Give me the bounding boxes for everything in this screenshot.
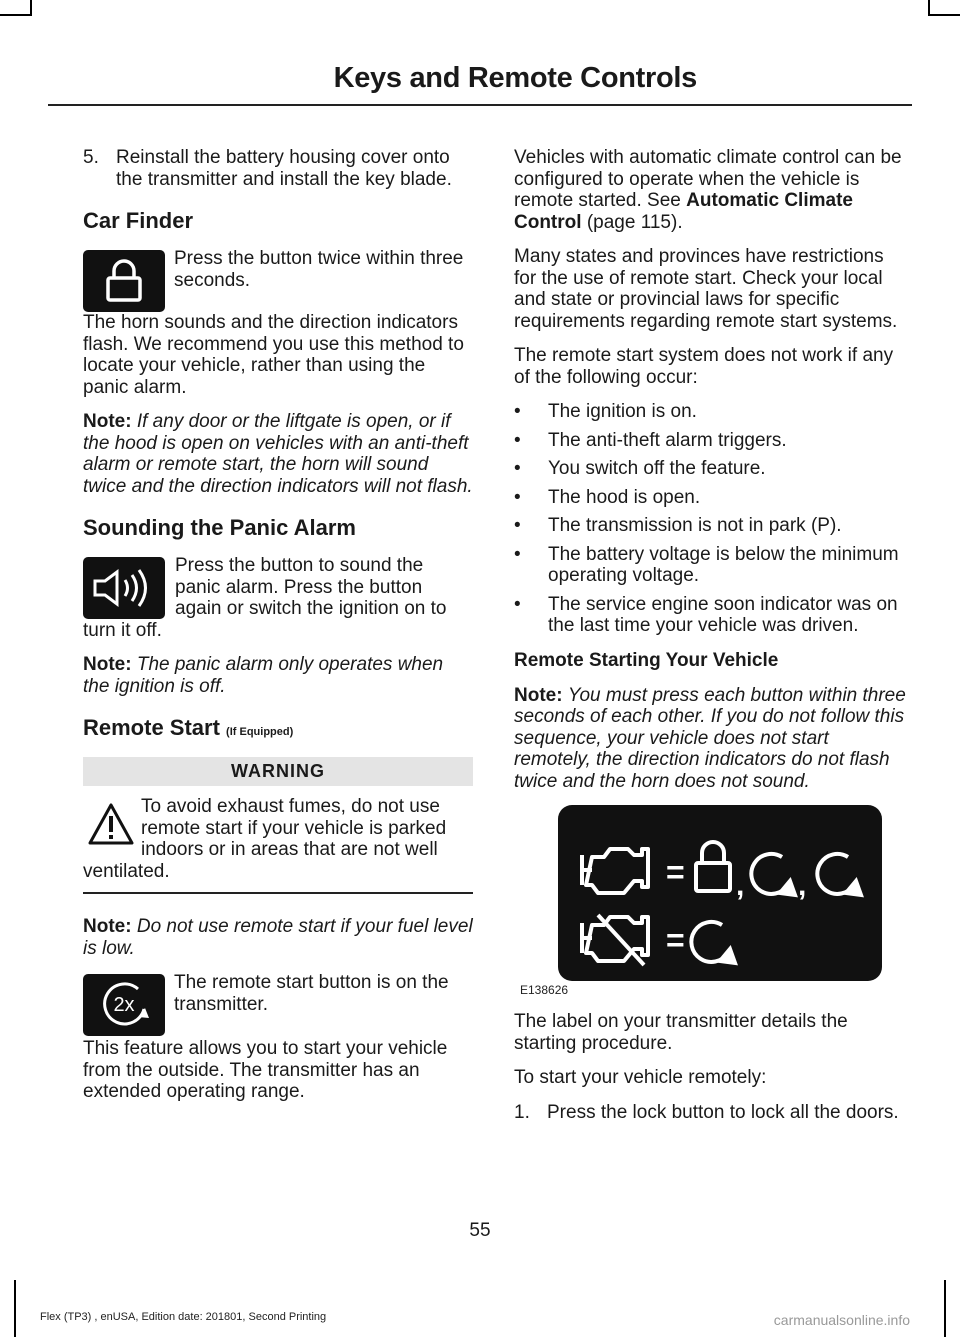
svg-text:=: = <box>666 922 685 958</box>
step-5: 5. Reinstall the battery housing cover onto the transmitter and install the key blade. <box>83 147 452 190</box>
remote-start-icon <box>691 922 735 963</box>
list-item: • The service engine soon indicator was on the last time your vehicle was driven. <box>514 593 898 636</box>
not-work-paragraph: The remote start system does not work if any of the following occur: <box>514 345 894 388</box>
svg-text:2x: 2x <box>113 994 135 1016</box>
climate-paragraph: Vehicles with automatic climate control can be configured to operate when the vehicle is remote started. See Automatic Climate Control (page 115). <box>514 147 902 233</box>
crop-mark <box>30 0 32 16</box>
car-finder-instruction: Press the button twice within three seconds. <box>83 248 473 312</box>
conditions-list <box>514 401 906 637</box>
svg-text:=: = <box>666 854 685 890</box>
figure-id: E138626 <box>520 983 569 997</box>
remote-start-icon <box>817 854 861 895</box>
list-item: • The ignition is on. <box>514 401 697 422</box>
svg-text:,: , <box>736 869 745 902</box>
lock-icon <box>83 250 165 312</box>
warning-triangle-icon <box>87 802 135 846</box>
warning-box: To avoid exhaust fumes, do not use remote start if your vehicle is parked indoors or in areas that are not well ventilated. <box>83 796 473 894</box>
panic-note: Note: The panic alarm only operates when the ignition is off. <box>83 654 444 697</box>
engine-icon <box>582 849 648 893</box>
panic-instruction: Press the button to sound the panic alarm. Press the button again or switch the ignition on to turn it off. <box>83 555 447 641</box>
crop-mark <box>0 14 30 16</box>
warning-label: WARNING <box>83 757 473 786</box>
laws-paragraph: Many states and provinces have restrictions for the use of remote start. Check your local and state or provincial laws for specific requirements regarding remote start systems. <box>514 246 898 332</box>
page-title: Keys and Remote Controls <box>333 62 697 94</box>
crop-mark <box>14 1280 16 1337</box>
lock-icon <box>696 842 730 891</box>
header-divider <box>48 104 912 106</box>
page-number: 55 <box>469 1220 491 1241</box>
transmitter-label-figure <box>558 805 882 981</box>
list-item: • You switch off the feature. <box>514 458 766 479</box>
engine-off-icon <box>582 915 648 965</box>
remote-start-paragraph: This feature allows you to start your vehicle from the outside. The transmitter has an extended operating range. <box>83 1038 448 1102</box>
crop-mark <box>928 0 930 16</box>
car-finder-paragraph: The horn sounds and the direction indicators flash. We recommend you use this method to locate your vehicle, rather than using the panic alarm. <box>83 312 464 398</box>
list-item: • The battery voltage is below the minimum operating voltage. <box>514 543 899 586</box>
heading-car-finder: Car Finder <box>83 208 194 233</box>
car-finder-note: Note: If any door or the liftgate is open, or if the hood is open on vehicles with an anti-theft alarm or remote start, the horn will sound twice and the direction indicators will not flash. <box>83 411 473 497</box>
climate-link[interactable]: Automatic Climate Control <box>514 190 853 233</box>
heading-panic-alarm: Sounding the Panic Alarm <box>83 515 356 540</box>
step-1: 1. Press the lock button to lock all the doors. <box>514 1101 899 1123</box>
list-item: • The anti-theft alarm triggers. <box>514 429 787 451</box>
speaker-icon <box>83 557 165 619</box>
remote-start-button-info: 2x The remote start button is on the transmitter. <box>83 972 473 1034</box>
remote-starting-note: Note: You must press each button within three seconds of each other. If you do not follow this sequence, your vehicle does not start remotely, the direction indicators do not flash twice and the horn does not sound. <box>514 684 906 792</box>
to-start-paragraph: To start your vehicle remotely: <box>514 1067 767 1088</box>
heading-remote-starting: Remote Starting Your Vehicle <box>514 649 779 671</box>
right-column <box>514 147 906 1136</box>
remote-start-icon <box>751 854 795 895</box>
remote-start-note: Note: Do not use remote start if your fuel level is low. <box>83 916 473 959</box>
heading-remote-start: Remote Start (If Equipped) <box>83 715 294 740</box>
label-paragraph: The label on your transmitter details the starting procedure. <box>514 1011 848 1054</box>
crop-mark <box>944 1280 946 1337</box>
list-item: • The hood is open. <box>514 486 701 508</box>
svg-text:,: , <box>798 869 807 902</box>
watermark: carmanualsonline.info <box>773 1312 910 1328</box>
left-column <box>83 147 473 1116</box>
list-item: • The transmission is not in park (P). <box>514 515 842 536</box>
crop-mark <box>930 14 960 16</box>
footer-edition: Flex (TP3) , enUSA, Edition date: 201801, Second Printing <box>40 1311 327 1323</box>
remote-start-2x-icon <box>83 974 165 1036</box>
